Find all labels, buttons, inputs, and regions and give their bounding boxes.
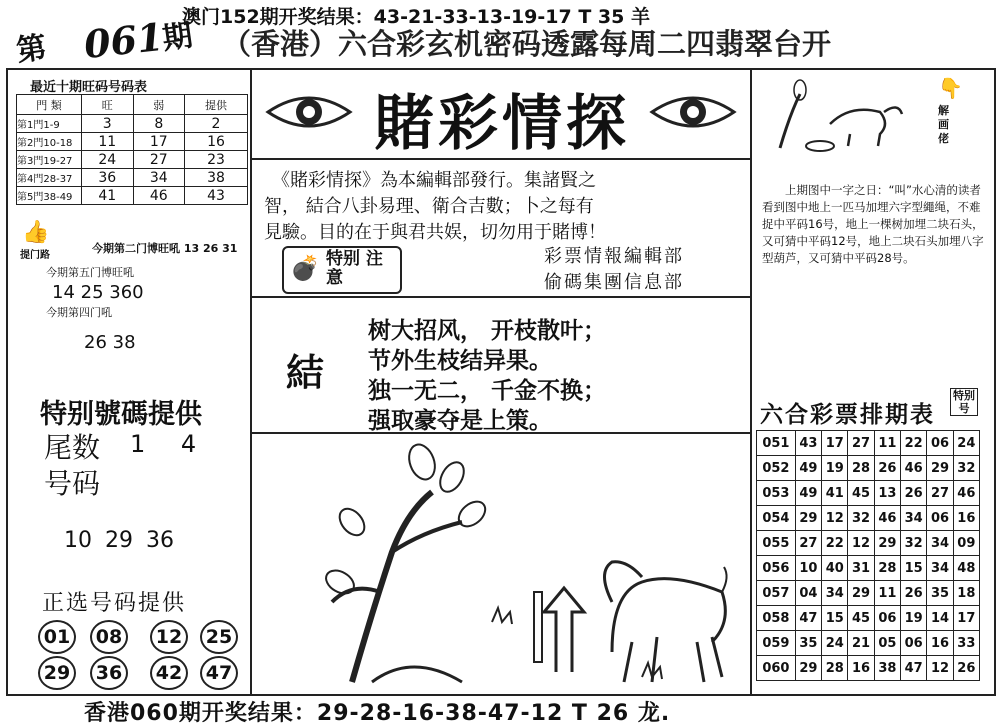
schedule-number: 46 [874,506,900,531]
pick-number: 12 [150,620,188,654]
schedule-issue: 051 [757,431,796,456]
schedule-number: 31 [848,556,874,581]
schedule-number: 22 [901,431,927,456]
schedule-number: 24 [822,631,848,656]
schedule-number: 49 [795,456,821,481]
schedule-number: 19 [901,606,927,631]
schedule-number: 06 [874,606,900,631]
door2-line: 今期第二门博旺吼 13 26 31 [92,242,238,255]
selection-title: 正选号码提供 [42,591,187,616]
intro-line: 見驗。目的在于與君共娱，切勿用于賭博！ [264,222,606,243]
table-cell: 24 [82,151,134,169]
col-header: 提供 [185,95,248,115]
schedule-number: 11 [874,431,900,456]
schedule-row [757,531,980,556]
pick-number: 08 [90,620,128,654]
center-column [252,70,752,694]
schedule-number: 21 [848,631,874,656]
pick-number: 29 [38,656,76,690]
riddle-illustration [312,442,732,692]
row-label: 第2門10-18 [17,133,82,151]
schedule-number: 11 [874,581,900,606]
schedule-number: 17 [953,606,979,631]
pick-number: 42 [150,656,188,690]
table-cell: 34 [133,169,185,187]
schedule-number: 26 [901,481,927,506]
schedule-number: 29 [795,506,821,531]
table-cell: 11 [82,133,134,151]
schedule-number: 29 [927,456,953,481]
schedule-number: 29 [848,581,874,606]
door4-numbers: 26 38 [84,332,136,353]
row-label: 第4門28-37 [17,169,82,187]
pick-number: 01 [38,620,76,654]
masthead [252,70,750,160]
notice-box [282,246,402,294]
schedule-number: 04 [795,581,821,606]
schedule-number: 45 [848,606,874,631]
poem-block [252,298,750,434]
schedule-issue: 053 [757,481,796,506]
poem-line: 树大招风， 开枝散叶； [368,318,607,344]
row-label: 第1門1-9 [17,115,82,133]
publisher-2: 偷碼集團信息部 [544,272,684,293]
bomb-icon: 💣 [290,254,320,282]
schedule-number: 28 [848,456,874,481]
schedule-number: 26 [901,581,927,606]
riddle-text: 上期图中一字之日：“叫”水心清的读者看到图中地上一匹马加埋六字型繩绳，不难捉中平码16号，地上一棵树加埋二块石头，又可猜中平码12号，地上二块石头加埋八字型葫芦，又可猜中平码28号。 [762,183,984,265]
thumbs-up-icon: 👍 [22,220,50,245]
schedule-number: 26 [953,656,979,681]
pick-number: 47 [200,656,238,690]
schedule-number: 46 [901,456,927,481]
schedule-table [756,430,980,681]
schedule-number: 06 [927,506,953,531]
table-cell: 46 [133,187,185,205]
schedule-body [757,431,980,681]
schedule-row [757,431,980,456]
poem-line: 独一无二， 千金不换； [368,378,607,404]
schedule-number: 06 [927,431,953,456]
schedule-number: 28 [874,556,900,581]
schedule-number: 27 [927,481,953,506]
schedule-number: 12 [822,506,848,531]
schedule-number: 38 [874,656,900,681]
schedule-number: 45 [848,481,874,506]
horse-sketch [760,74,920,154]
schedule-number: 34 [927,556,953,581]
schedule-issue: 058 [757,606,796,631]
schedule-number: 06 [901,631,927,656]
door4-title: 今期第四门吼 [46,306,112,319]
schedule-number: 17 [822,431,848,456]
schedule-number: 19 [822,456,848,481]
schedule-number: 32 [953,456,979,481]
schedule-number: 47 [795,606,821,631]
issue-suffix: 期 [160,18,195,57]
schedule-number: 46 [953,481,979,506]
eye-icon [648,90,738,134]
schedule-number: 43 [795,431,821,456]
schedule-number: 15 [901,556,927,581]
intro-block [252,160,750,298]
schedule-number: 47 [901,656,927,681]
table-cell: 27 [133,151,185,169]
masthead-title: 賭彩情探 [374,89,630,159]
schedule-number: 15 [822,606,848,631]
schedule-number: 32 [848,506,874,531]
tail-values: 1 4 [130,430,197,458]
schedule-number: 27 [795,531,821,556]
poem-line: 强取豪夺是上策。 [368,408,552,434]
table-cell: 23 [185,151,248,169]
schedule-row [757,606,980,631]
schedule-number: 13 [874,481,900,506]
schedule-number: 12 [927,656,953,681]
left-column [8,70,252,694]
schedule-number: 12 [848,531,874,556]
table-cell: 38 [185,169,248,187]
schedule-number: 28 [822,656,848,681]
notice-label: 特别 注意 [326,249,383,288]
schedule-number: 35 [795,631,821,656]
schedule-row [757,456,980,481]
schedule-row [757,556,980,581]
schedule-row [757,656,980,681]
schedule-number: 22 [822,531,848,556]
schedule-number: 29 [795,656,821,681]
poem-marker: 結 [286,351,325,395]
table-cell: 17 [133,133,185,151]
schedule-row [757,581,980,606]
intro-line: 《賭彩情探》為本編輯部發行。集諸賢之 [272,170,596,191]
recent-table-title: 最近十期旺码号码表 [30,80,148,95]
schedule-number: 29 [874,531,900,556]
schedule-issue: 054 [757,506,796,531]
row-label: 第5門38-49 [17,187,82,205]
tail-label: 尾数 [44,431,101,464]
code-label: 号码 [44,467,101,500]
special-title: 特别號碼提供 [40,399,202,430]
schedule-number: 24 [953,431,979,456]
schedule-number: 09 [953,531,979,556]
schedule-number: 10 [795,556,821,581]
schedule-number: 14 [927,606,953,631]
door5-numbers: 14 25 360 [52,282,144,303]
macau-result: 澳门152期开奖结果：43-21-33-13-19-17 T 35 羊 [182,6,650,28]
schedule-number: 05 [874,631,900,656]
schedule-issue: 052 [757,456,796,481]
hint-icon-label: 提门路 [20,250,50,261]
issue-prefix: 第 [14,30,49,69]
schedule-issue: 057 [757,581,796,606]
schedule-issue: 055 [757,531,796,556]
issue-number: 061 [81,13,166,68]
schedule-issue: 056 [757,556,796,581]
schedule-title: 六合彩票排期表 [760,402,935,428]
recent-table [16,94,248,205]
pick-number: 25 [200,620,238,654]
schedule-number: 40 [822,556,848,581]
right-column [752,70,994,694]
schedule-number: 18 [953,581,979,606]
header-slogan: （香港）六合彩玄机密码透露每周二四翡翠台开 [222,27,832,61]
door5-title: 今期第五门博旺吼 [46,266,134,279]
schedule-row [757,481,980,506]
schedule-row [757,631,980,656]
table-cell: 2 [185,115,248,133]
code-values: 10 29 36 [64,528,174,553]
schedule-number: 26 [874,456,900,481]
table-cell: 8 [133,115,185,133]
table-cell: 36 [82,169,134,187]
schedule-row [757,506,980,531]
table-cell: 43 [185,187,248,205]
schedule-number: 48 [953,556,979,581]
schedule-number: 16 [848,656,874,681]
pointing-hand-icon: 👇 [938,76,963,100]
riddle-side-label: 解 画 佬 [938,104,949,145]
schedule-number: 41 [822,481,848,506]
pick-number: 36 [90,656,128,690]
schedule-number: 34 [927,531,953,556]
schedule-special-header: 特别号 [950,388,978,416]
col-header: 門 類 [17,95,82,115]
schedule-number: 32 [901,531,927,556]
schedule-number: 34 [822,581,848,606]
col-header: 旺 [82,95,134,115]
table-cell: 41 [82,187,134,205]
poem-line: 节外生枝结异果。 [368,348,552,374]
publisher-1: 彩票情報編輯部 [544,246,684,267]
schedule-number: 34 [901,506,927,531]
schedule-issue: 059 [757,631,796,656]
eye-icon [264,90,354,134]
col-header: 弱 [133,95,185,115]
schedule-number: 49 [795,481,821,506]
schedule-issue: 060 [757,656,796,681]
table-cell: 16 [185,133,248,151]
row-label: 第3門19-27 [17,151,82,169]
schedule-number: 33 [953,631,979,656]
schedule-number: 16 [953,506,979,531]
footer-result: 香港060期开奖结果：29-28-16-38-47-12 T 26 龙. [84,701,671,726]
table-cell: 3 [82,115,134,133]
schedule-number: 35 [927,581,953,606]
schedule-number: 27 [848,431,874,456]
schedule-number: 16 [927,631,953,656]
intro-line: 智， 結合八卦易理、衛合吉數；卜之每有 [264,196,594,217]
